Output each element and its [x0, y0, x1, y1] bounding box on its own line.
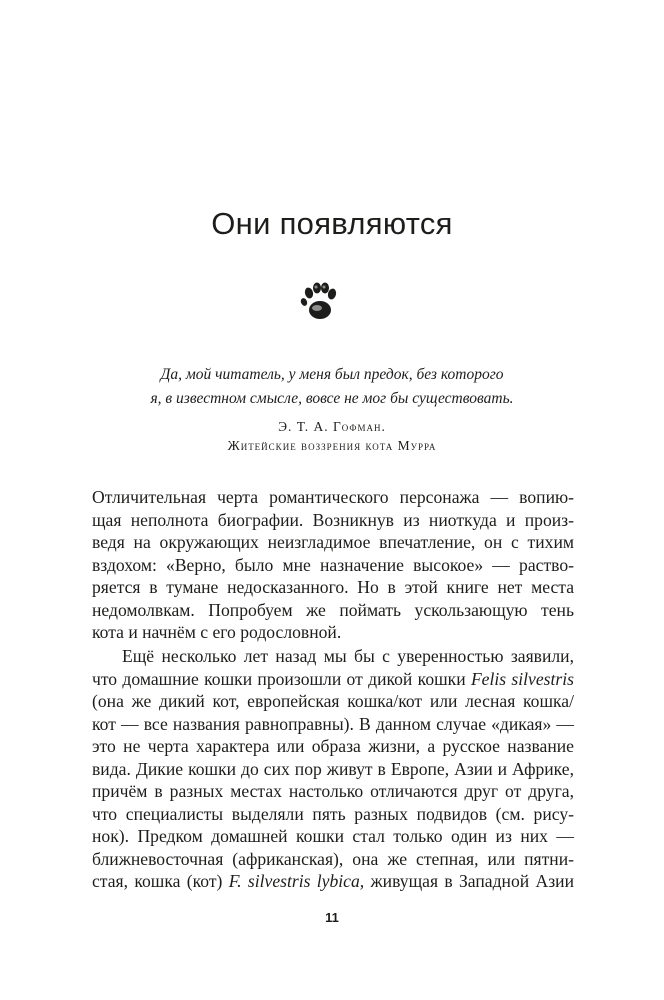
paragraph-2	[92, 645, 574, 893]
text-line: что специалисты выделяли пять разных подвидов (см. рису-	[92, 803, 574, 824]
text-line: ближневосточная (африканская), она же степная, или пятни-	[92, 848, 574, 869]
text-segment: живущая в Западной Азии	[364, 871, 575, 891]
text-line: ряется в тумане недосказанного. Но в этой книге нет места	[92, 577, 574, 597]
text-line: Ещё несколько лет назад мы бы с уверенностью заявили,	[122, 646, 574, 666]
paragraph-1	[92, 486, 574, 644]
epigraph-line: Да, мой читатель, у меня был предок, без которого	[160, 366, 504, 383]
text-line: (она же дикий кот, европейская кошка/кот или лесная кошка/	[92, 691, 574, 711]
text-line: вздохом: «Верно, было мне назначение высокое» — раство-	[92, 554, 574, 575]
text-segment: что домашние кошки произошли от дикой кошки	[92, 668, 471, 689]
chapter-title: Они появляются	[211, 206, 453, 241]
text-line: щая неполнота биографии. Возникнув из ниоткуда и произ-	[92, 509, 574, 530]
page-number: 11	[325, 910, 339, 925]
text-line: недомолвкам. Попробуем же поймать ускользающую тень	[92, 599, 574, 620]
paw-print-icon	[296, 278, 344, 326]
latin-name: Felis silvestris	[470, 668, 574, 689]
text-line: кот — все названия равноправны). В данном случае «дикая» —	[92, 713, 574, 734]
text-line: нок). Предком домашней кошки стал только один из них —	[92, 826, 574, 846]
text-segment: стая, кошка (кот)	[92, 871, 229, 891]
text-line: вида. Дикие кошки до сих пор живут в Европе, Азии и Африке,	[92, 758, 574, 779]
text-line: ведя на окружающих неизгладимое впечатление, он с тихим	[92, 532, 574, 552]
epigraph-author: Э. Т. А. Гофман.	[278, 419, 386, 434]
text-line: причём в разных местах настолько отличаются друг от друга,	[92, 781, 574, 801]
text-line: Отличительная черта романтического персонажа — вопию-	[92, 487, 574, 507]
text-line: это не черта характера или образа жизни, а русское название	[92, 736, 574, 756]
latin-name: F. silvestris lybica,	[228, 871, 365, 891]
epigraph-line: я, в известном смысле, вовсе не мог бы существовать.	[150, 390, 514, 407]
text-line	[92, 870, 574, 893]
text-line: кота и начнём с его родословной.	[92, 622, 342, 642]
text-line	[92, 668, 574, 691]
epigraph-source: Житейские воззрения кота Мурра	[227, 438, 437, 453]
